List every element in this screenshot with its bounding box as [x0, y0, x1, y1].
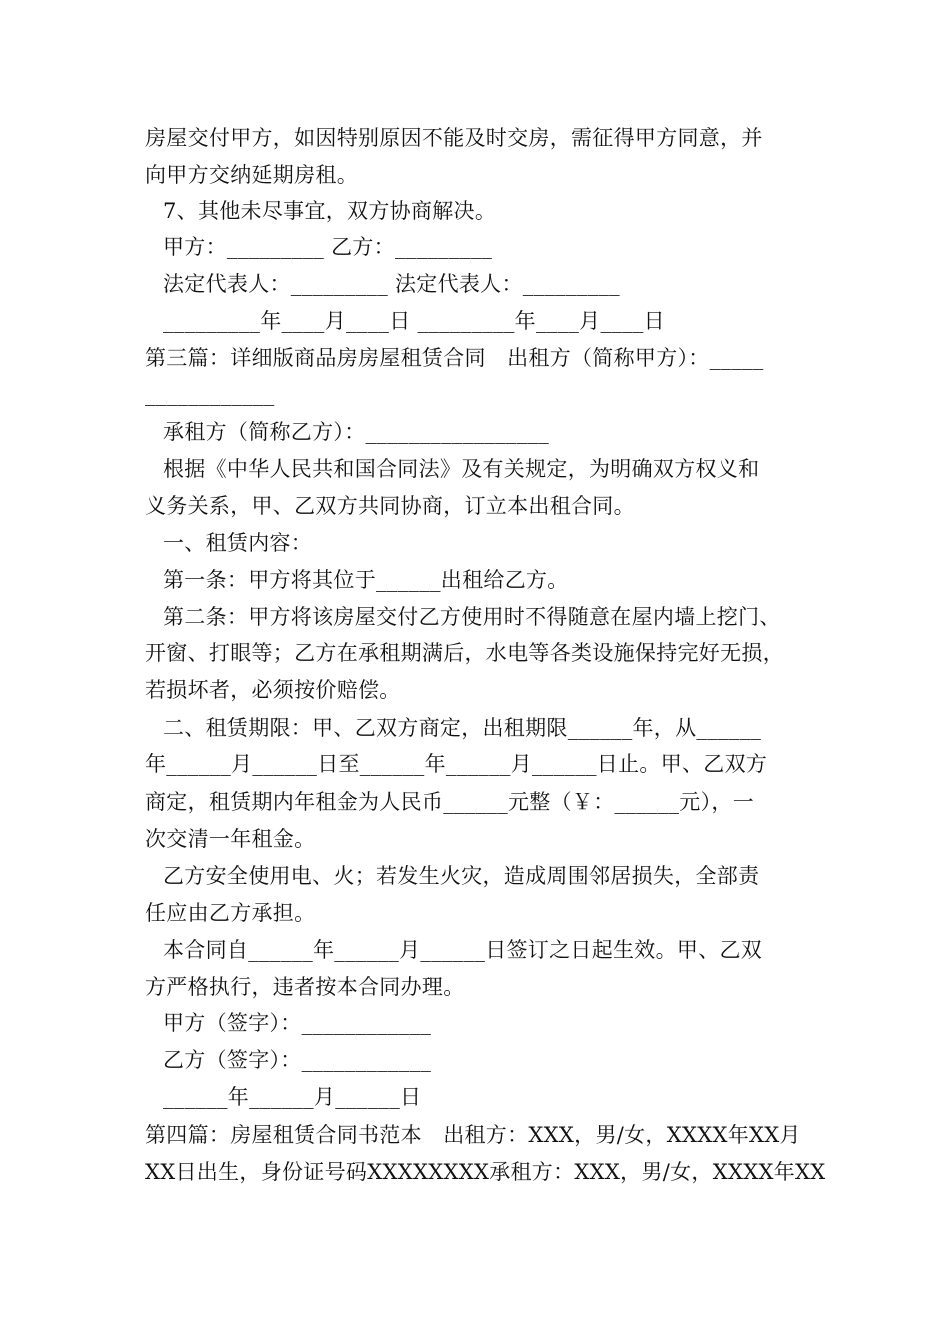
date-line: ______年______月______日 [163, 1085, 422, 1109]
text-line: 第二条：甲方将该房屋交付乙方使用时不得随意在屋内墙上挖门、 [163, 605, 781, 629]
text-line: 方严格执行，违者按本合同办理。 [145, 975, 465, 999]
section-heading: 第三篇：详细版商品房房屋租赁合同 出租方（简称甲方）：_____ [145, 346, 764, 370]
text-line: 根据《中华人民共和国合同法》及有关规定，为明确双方权义和 [163, 457, 760, 481]
text-line: 向甲方交纳延期房租。 [145, 163, 358, 187]
text-line: 乙方安全使用电、火；若发生火灾，造成周围邻居损失，全部责 [163, 864, 760, 888]
text-line: ____________ [145, 382, 275, 406]
text-line: 本合同自______年______月______日签订之日起生效。甲、乙双 [163, 938, 763, 962]
text-line: 二、租赁期限：甲、乙双方商定，出租期限______年，从______ [163, 716, 762, 740]
date-line: _________年____月____日 _________年____月____日 [163, 309, 665, 333]
signature-line: 法定代表人：_________ 法定代表人：_________ [163, 272, 620, 296]
signature-line: 甲方（签字）：____________ [163, 1011, 432, 1035]
signature-line: 甲方：_________ 乙方：_________ [163, 235, 493, 259]
text-line: 7、其他未尽事宜，双方协商解决。 [163, 199, 497, 223]
signature-line: 乙方（签字）：____________ [163, 1048, 432, 1072]
text-line: 若损坏者，必须按价赔偿。 [145, 678, 401, 702]
text-line: 一、租赁内容： [163, 531, 313, 555]
text-line: 任应由乙方承担。 [145, 901, 316, 925]
section-heading: 第四篇：房屋租赁合同书范本 出租方：XXX，男/女，XXXX年XX月 [145, 1123, 801, 1147]
text-line: 房屋交付甲方，如因特别原因不能及时交房，需征得甲方同意，并 [145, 126, 763, 150]
text-line: 义务关系，甲、乙双方共同协商，订立本出租合同。 [145, 494, 635, 518]
text-line: 商定，租赁期内年租金为人民币______元整（￥：______元），一 [145, 790, 754, 814]
text-line: 年______月______日至______年______月______日止。甲、乙双方 [145, 752, 768, 776]
text-line: 第一条：甲方将其位于______出租给乙方。 [163, 568, 569, 592]
text-line: 开窗、打眼等；乙方在承租期满后，水电等各类设施保持完好无损， [145, 641, 784, 665]
text-line: XX日出生，身份证号码XXXXXXXX承租方：XXX，男/女，XXXX年XX [145, 1160, 826, 1184]
text-line: 承租方（简称乙方）：_________________ [163, 420, 550, 444]
text-line: 次交清一年租金。 [145, 827, 316, 851]
